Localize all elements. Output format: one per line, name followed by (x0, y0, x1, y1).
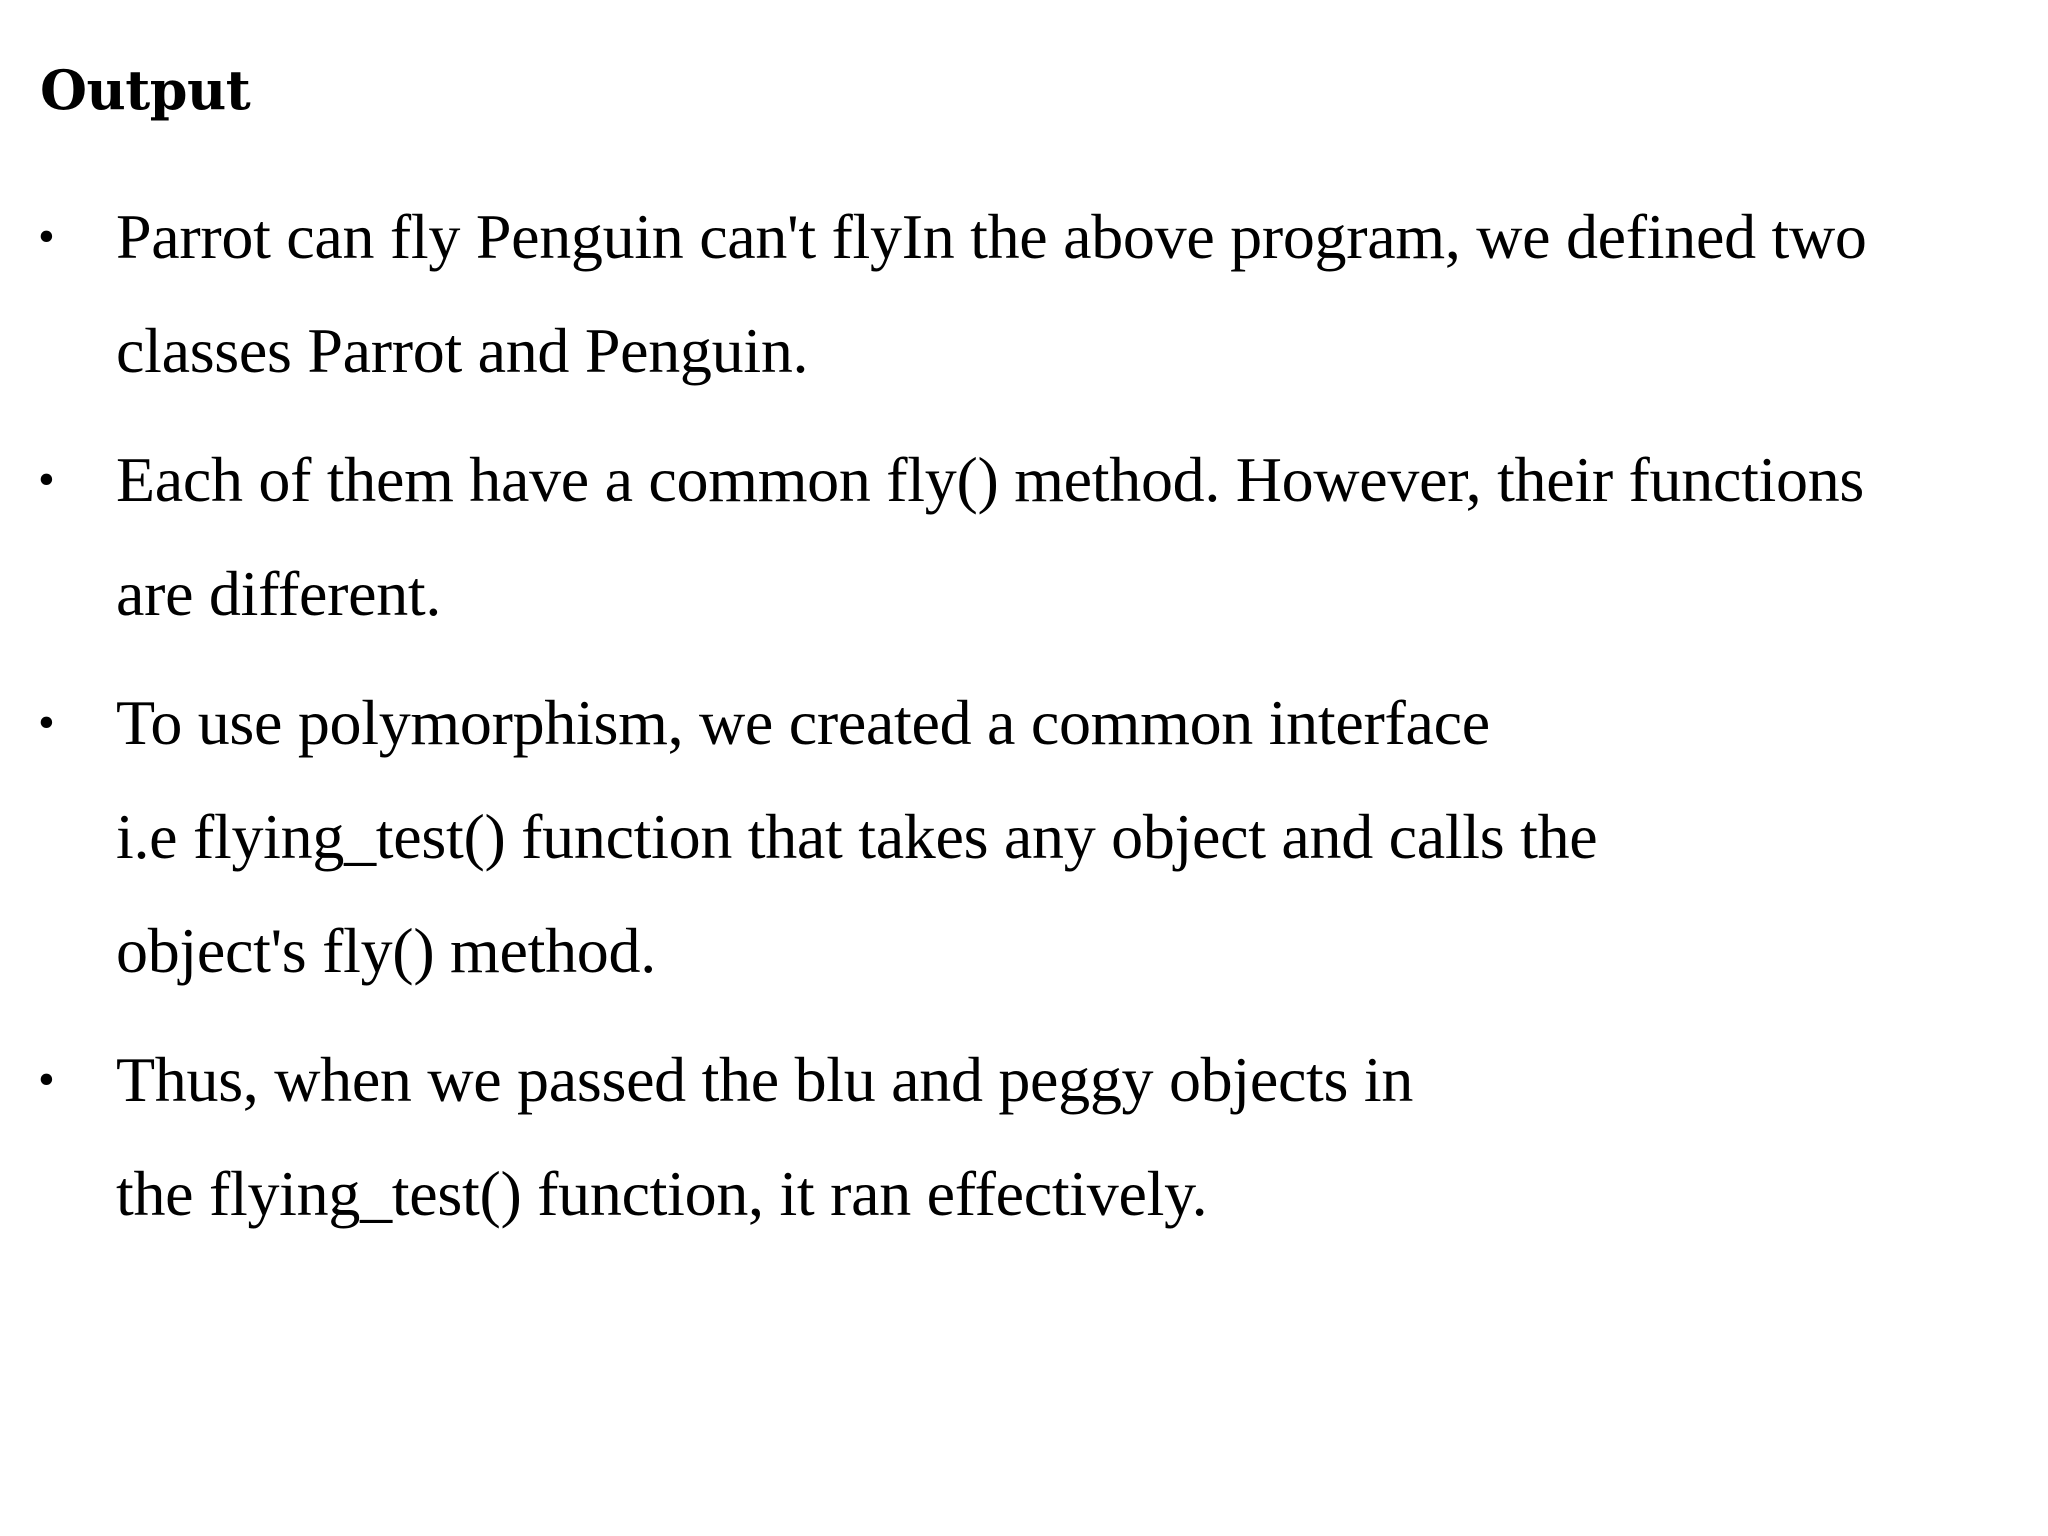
bullet-text-line: i.e flying_test() function that takes any object and calls the (116, 801, 1598, 872)
bullet-text-line: To use polymorphism, we created a common interface (116, 687, 1490, 758)
bullet-icon: • (38, 453, 55, 506)
bullet-text-line: Thus, when we passed the blu and peggy objects in (116, 1044, 1414, 1115)
bullet-icon: • (38, 210, 55, 263)
bullet-text-line: Parrot can fly Penguin can't flyIn the above program, we defined two (116, 201, 1867, 272)
bullet-icon: • (38, 696, 55, 749)
bullet-list (38, 180, 2023, 1266)
bullet-item (38, 423, 2023, 651)
bullet-item (38, 666, 2023, 1008)
bullet-item (38, 1023, 2023, 1251)
bullet-text-line: classes Parrot and Penguin. (116, 315, 809, 386)
bullet-item (38, 180, 2023, 408)
bullet-text-line: the flying_test() function, it ran effectively. (116, 1158, 1208, 1229)
bullet-icon: • (38, 1053, 55, 1106)
bullet-text-line: object's fly() method. (116, 915, 656, 986)
bullet-text-line: are different. (116, 558, 442, 629)
slide-title: Output (40, 58, 251, 122)
bullet-text-line: Each of them have a common fly() method. However, their functions (116, 444, 1865, 515)
